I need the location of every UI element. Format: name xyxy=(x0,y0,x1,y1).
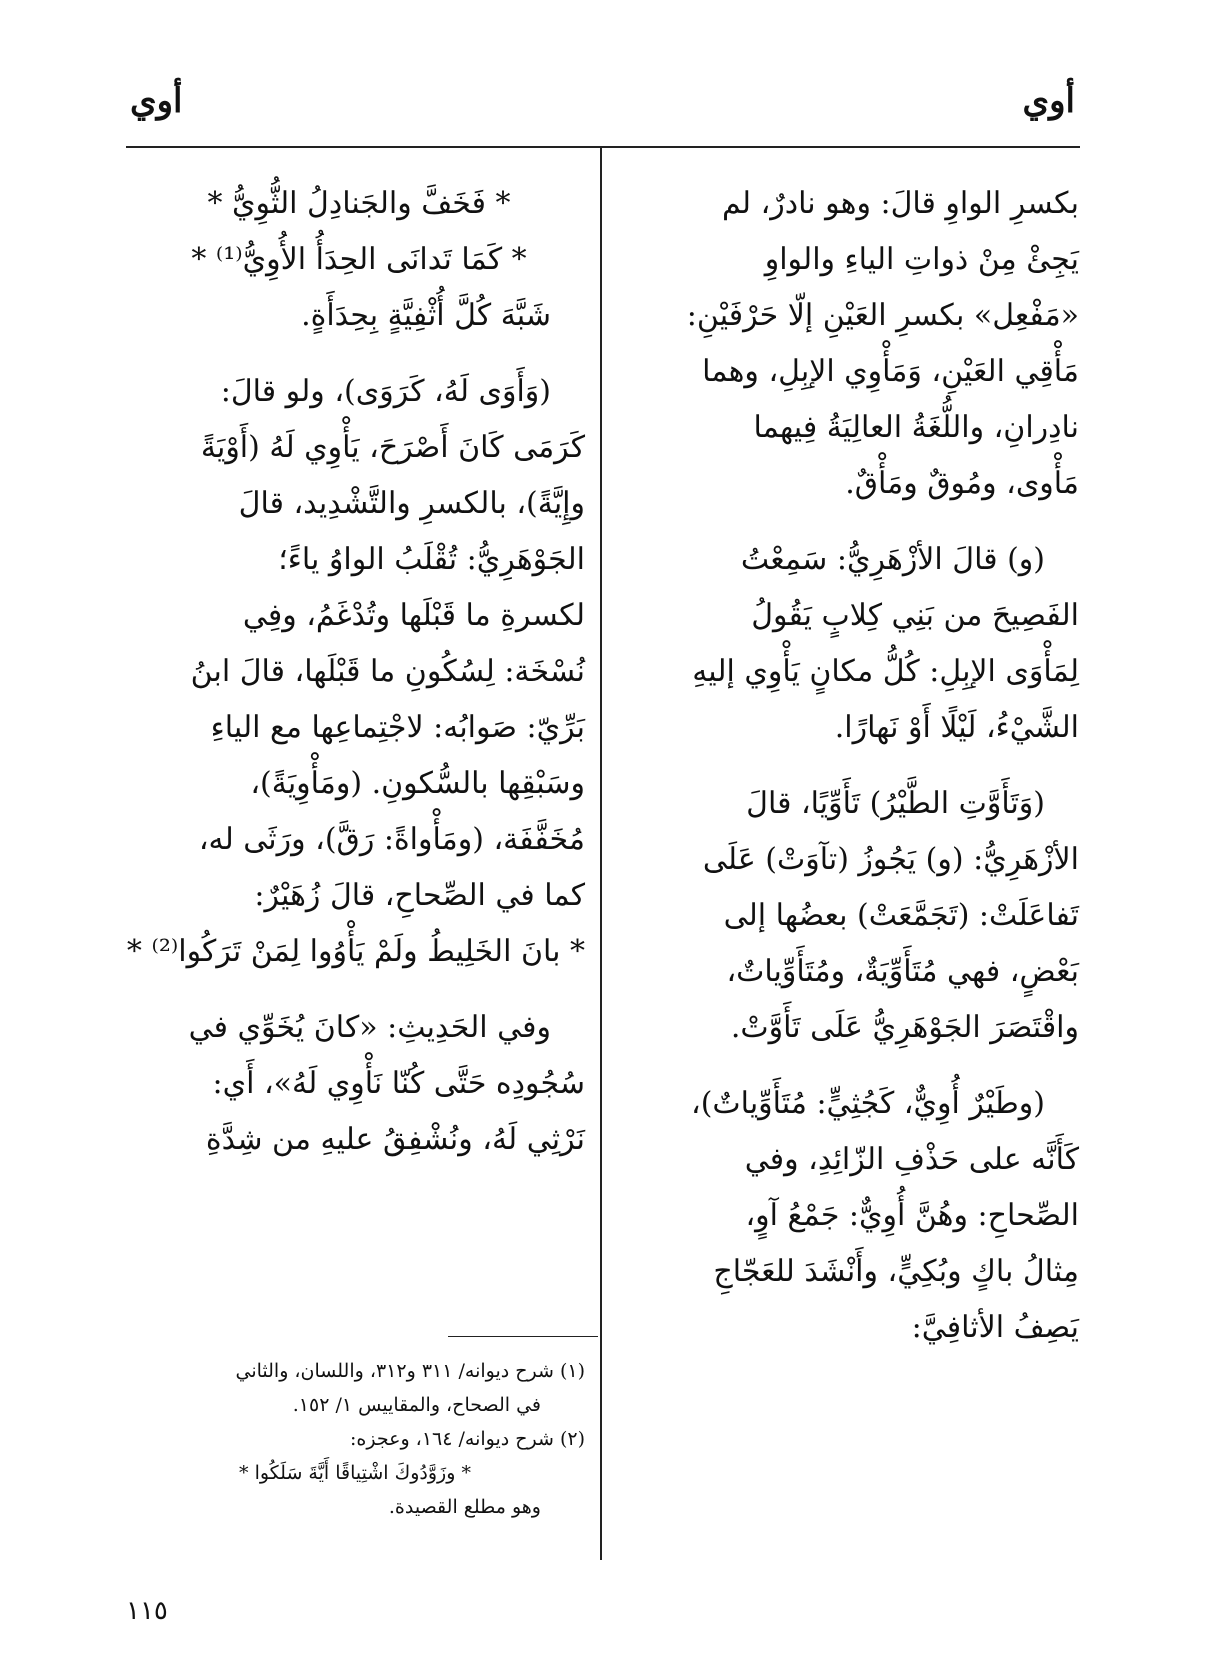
text-line: نادِرانِ، واللُّغَةُ العالِيَةُ فِيهما xyxy=(753,410,1079,445)
text-line: كما في الصِّحاحِ، قالَ زُهَيْرٌ: xyxy=(254,878,585,913)
text-line: وإِيَّةً)، بالكسرِ والتَّشْدِيد، قالَ xyxy=(238,486,585,521)
text-line: لكسرةِ ما قَبْلَها وتُدْغَمُ، وفِي xyxy=(242,598,585,633)
text-line: (وطَيْرٌ أُوِيٌّ، كَجُثِيٍّ: مُتَأَوِّياتٌ)، xyxy=(691,1086,1045,1121)
text-line: الصِّحاحِ: وهُنَّ أُوِيٌّ: جَمْعُ آوٍ، xyxy=(745,1198,1079,1233)
text-line: لِمَأْوَى الإبِلِ: كُلُّ مكانٍ يَأْوِي إليهِ xyxy=(692,654,1079,689)
text-line: مَأْوى، ومُوقٌ ومَأْقٌ. xyxy=(845,466,1079,501)
text-line: الفَصِيحَ من بَنِي كِلابٍ يَقُولُ xyxy=(751,598,1079,633)
text-line: شَبَّهَ كُلَّ أُثْفِيَّةٍ بِحِدَأَةٍ. xyxy=(301,298,551,333)
footnote-line: في الصحاح، والمقاييس ١/ ١٥٢. xyxy=(292,1394,541,1416)
text-line: «مَفْعِل» بكسرِ العَيْنِ إلّا حَرْفَيْنِ: xyxy=(686,298,1079,333)
text-line: بَعْضٍ، فهي مُتَأَوِّيَةٌ، ومُتَأَوِّياتٌ، xyxy=(726,954,1079,989)
text-line: مَأْقِي العَيْنِ، وَمَأْوِي الإبِلِ، وهما xyxy=(702,354,1079,389)
text-line: بكسرِ الواوِ قالَ: وهو نادرٌ، لم xyxy=(721,186,1079,221)
text-line: الجَوْهَرِيُّ: تُقْلَبُ الواوُ ياءً؛ xyxy=(278,542,585,577)
footnote-line: (٢) شرح ديوانه/ ١٦٤، وعجزه: xyxy=(350,1428,585,1450)
page-number: ١١٥ xyxy=(126,1596,168,1626)
footnote-line: وهو مطلع القصيدة. xyxy=(388,1496,541,1518)
text-line: بَرِّيّ: صَوابُه: لاجْتِماعِها مع الياءِ xyxy=(210,710,585,745)
column-divider xyxy=(600,148,602,1560)
footnote-rule xyxy=(448,1336,598,1337)
text-line: الشَّيْءُ، لَيْلًا أَوْ نَهارًا. xyxy=(834,710,1079,745)
text-line: واقْتَصَرَ الجَوْهَرِيُّ عَلَى تَأَوَّتْ. xyxy=(730,1010,1079,1045)
text-line: يَصِفُ الأثافِيَّ: xyxy=(911,1310,1079,1345)
text-line: سُجُودِه حَتَّى كُنّا نَأْوِي لَهُ»، أَي: xyxy=(212,1066,585,1101)
verse-line: * بانَ الخَلِيطُ ولَمْ يَأْوُوا لِمَنْ تَرَكُوا⁽²⁾ * xyxy=(126,934,585,969)
verse-line: * فَخَفَّ والجَنادِلُ الثُّوِيُّ * xyxy=(207,186,511,221)
text-line: (و) قالَ الأزْهَرِيُّ: سَمِعْتُ xyxy=(740,542,1045,577)
left-column xyxy=(126,176,585,1168)
header-rule xyxy=(126,146,1080,148)
text-line: كَرَمَى كَانَ أَصْرَحَ، يَأْوِي لَهُ (أَوْيَةً xyxy=(200,430,585,465)
text-line: (وَأَوَى لَهُ، كَرَوَى)، ولو قالَ: xyxy=(220,374,551,409)
page-header-root-word-left: أوي xyxy=(130,81,183,121)
text-line: نُسْخَة: لِسُكُونِ ما قَبْلَها، قالَ ابنُ xyxy=(190,654,585,689)
text-line: مِثالُ باكٍ وبُكِيٍّ، وأَنْشَدَ للعَجّاجِ xyxy=(713,1254,1079,1289)
footnote-verse: * وزَوَّدُوكَ اشْتِياقًا أَيَّةَ سَلَكُوا * xyxy=(239,1462,471,1484)
text-line: وفي الحَدِيثِ: «كانَ يُخَوِّي في xyxy=(188,1010,551,1045)
text-line: وسَبْقِها بالسُّكونِ. (ومَأْوِيَةً)، xyxy=(250,766,585,801)
text-line: يَجِئْ مِنْ ذواتِ الياءِ والواوِ xyxy=(764,242,1079,277)
right-column xyxy=(627,176,1079,1356)
page-header-root-word-right: أوي xyxy=(1022,81,1075,121)
text-line: كَأَنَّه على حَذْفِ الزّائِدِ، وفي xyxy=(744,1142,1079,1177)
text-line: تَفاعَلَتْ: (تَجَمَّعَتْ) بعضُها إلى xyxy=(723,898,1079,933)
text-line: مُخَفَّفَة، (ومَأْواةً: رَقَّ)، ورَثَى له، xyxy=(198,822,585,857)
verse-line: * كَمَا تَدانَى الحِدَأُ الأُوِيُّ⁽¹⁾ * xyxy=(191,242,527,277)
text-line: نَرْثِي لَهُ، ونُشْفِقُ عليهِ من شِدَّةِ xyxy=(205,1122,585,1157)
footnotes xyxy=(125,1354,585,1524)
footnote-line: (١) شرح ديوانه/ ٣١١ و٣١٢، واللسان، والثاني xyxy=(235,1360,585,1382)
text-line: (وَتَأَوَّتِ الطَّيْرُ) تَأَوِّيًا، قالَ xyxy=(746,786,1045,821)
text-line: الأزْهَرِيُّ: (و) يَجُوزُ (تآوَتْ) عَلَى xyxy=(702,842,1079,877)
